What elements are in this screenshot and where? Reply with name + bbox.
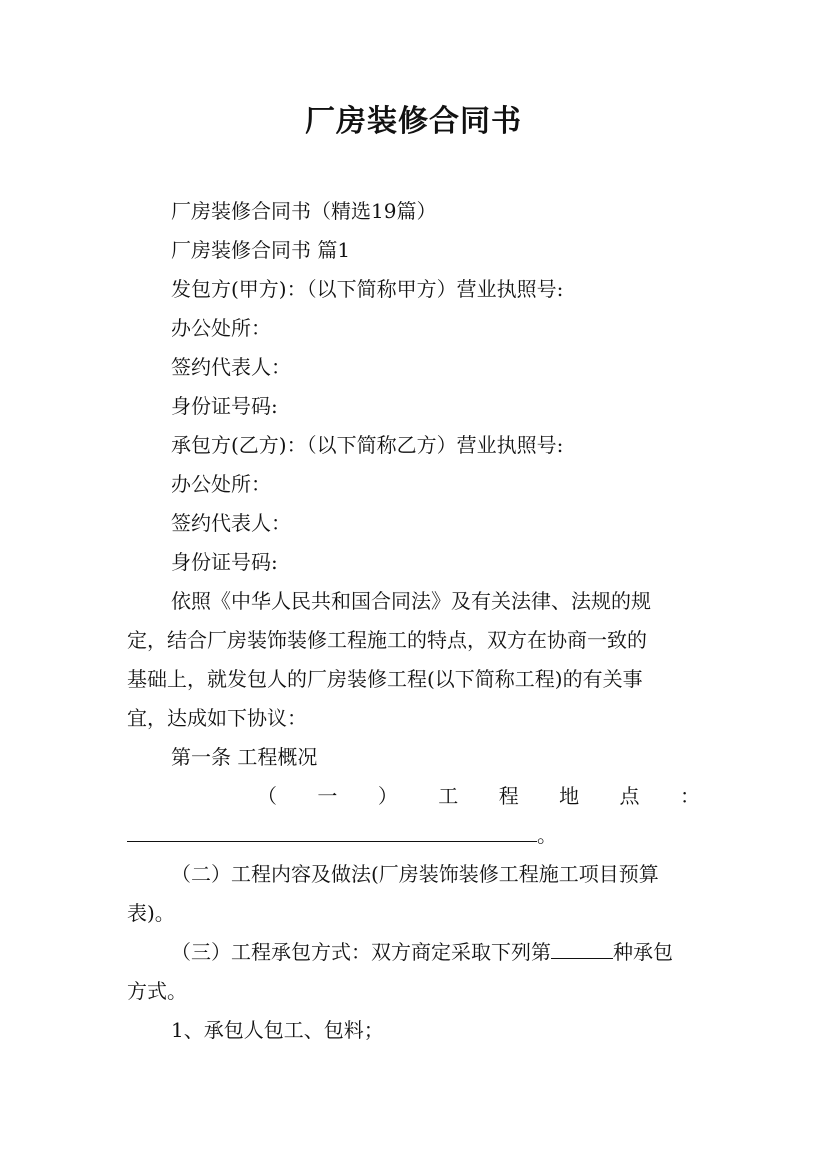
item-1-char: 程 [498,784,519,808]
item-1-end-mark: 。 [537,823,557,847]
item-3-text-b: 种承包 [613,940,673,964]
article-1-heading: 第一条 工程概况 [171,745,318,769]
item-1-char: 工 [438,784,459,808]
party-a-representative: 签约代表人： [171,355,291,379]
article-1-item-3-line-2: 方式。 [127,979,187,1003]
party-b-id-number: 身份证号码: [171,550,278,574]
item-1-char: 一 [317,784,338,808]
party-b-office: 办公处所： [171,472,271,496]
intro-paragraph-line-4: 宜，达成如下协议： [127,706,307,730]
intro-paragraph-line-1: 依照《中华人民共和国合同法》及有关法律、法规的规 [171,589,651,613]
item-1-char: ） [377,784,398,808]
fill-in-blank-line [127,823,537,842]
article-1-item-2-line-2: 表)。 [127,901,175,925]
article-1-option-1: 1、承包人包工、包料； [171,1018,384,1042]
item-1-char: 点 [619,784,640,808]
item-1-char: （ [257,784,277,808]
party-a-id-number: 身份证号码: [171,394,278,418]
party-a-line: 发包方(甲方)：（以下简称甲方）营业执照号: [171,277,564,301]
article-1-item-3-line-1 [171,939,673,965]
party-a-office: 办公处所： [171,316,271,340]
article-1-item-2-line-1: （二）工程内容及做法(厂房装饰装修工程施工项目预算 [171,862,659,886]
party-b-line: 承包方(乙方)：（以下简称乙方）营业执照号: [171,433,564,457]
item-1-char: ： [679,784,700,808]
item-3-text-a: （三）工程承包方式：双方商定采取下列第 [171,940,551,964]
document-subtitle: 厂房装修合同书（精选19篇） [171,199,437,223]
intro-paragraph-line-3: 基础上，就发包人的厂房装修工程(以下简称工程)的有关事 [127,667,643,691]
intro-paragraph-line-2: 定，结合厂房装饰装修工程施工的特点，双方在协商一致的 [127,628,647,652]
item-1-char: 地 [559,784,580,808]
document-title: 厂房装修合同书 [305,104,522,139]
section-heading: 厂房装修合同书 篇1 [171,238,351,262]
article-1-item-1-label [257,783,700,809]
article-1-item-1-blank [127,822,557,848]
fill-in-blank-short [551,940,613,959]
party-b-representative: 签约代表人： [171,511,291,535]
